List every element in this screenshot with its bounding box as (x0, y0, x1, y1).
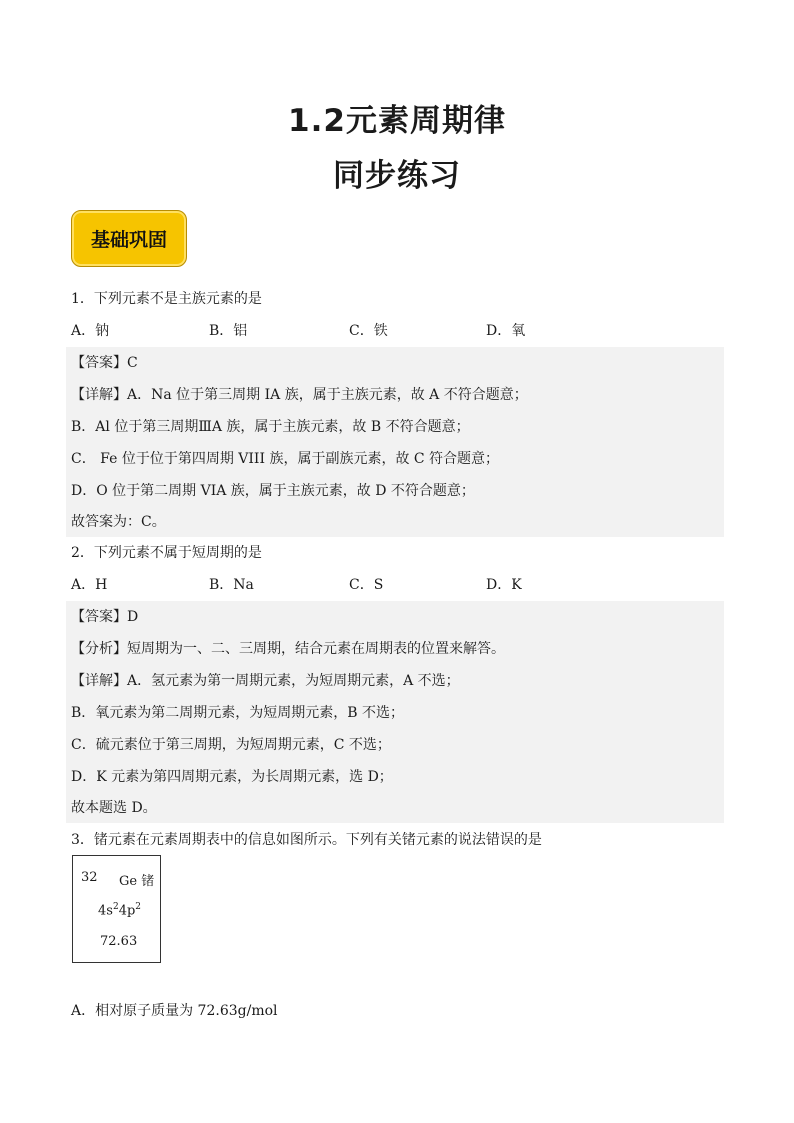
q1-option-c: C．铁 (349, 323, 388, 339)
q2-option-b: B．Na (209, 577, 254, 593)
q1-detail-line: C． Fe 位于位于第四周期 VIII 族，属于副族元素，故 C 符合题意； (71, 451, 500, 467)
q2-option-d: D．K (486, 577, 522, 593)
q2-option-c: C．S (349, 577, 384, 593)
section-badge-label: 基础巩固 (90, 229, 167, 251)
q1-option-a: A．钠 (71, 323, 110, 339)
q2-detail-line: 【详解】A．氢元素为第一周期元素，为短周期元素，A 不选； (71, 673, 460, 689)
q2-detail-line: D．K 元素为第四周期元素，为长周期元素，选 D； (71, 769, 393, 785)
atomic-mass: 72.63 (100, 934, 138, 949)
question-3: 3．锗元素在元素周期表中的信息如图所示。下列有关锗元素的说法错误的是 (71, 832, 542, 848)
atomic-number: 32 (81, 870, 98, 885)
element-info-box (72, 855, 161, 963)
q1-option-d: D．氧 (486, 323, 526, 339)
element-symbol-name: Ge 锗 (119, 874, 155, 889)
q2-detail-line: B．氧元素为第二周期元素，为短周期元素，B 不选； (71, 705, 405, 721)
q2-detail-line: C．硫元素位于第三周期，为短周期元素，C 不选； (71, 737, 391, 753)
q1-conclusion: 故答案为：C。 (71, 514, 166, 530)
q1-detail-line: 【详解】A．Na 位于第三周期 IA 族，属于主族元素，故 A 不符合题意； (71, 387, 528, 403)
page-subtitle: 同步练习 (333, 158, 461, 194)
q2-option-a: A．H (71, 577, 108, 593)
q3-option-a: A．相对原子质量为 72.63g/mol (71, 1003, 278, 1019)
question-2: 2．下列元素不属于短周期的是 (71, 545, 262, 561)
question-1: 1．下列元素不是主族元素的是 (71, 291, 262, 307)
page-title: 1.2元素周期律 (288, 103, 506, 139)
q1-option-b: B．铝 (209, 323, 248, 339)
q1-answer: 【答案】C (71, 355, 138, 371)
q2-analysis: 【分析】短周期为一、二、三周期，结合元素在周期表的位置来解答。 (71, 641, 505, 657)
q2-conclusion: 故本题选 D。 (71, 800, 157, 816)
q1-detail-line: D．O 位于第二周期 VIA 族，属于主族元素，故 D 不符合题意； (71, 483, 475, 499)
section-badge (71, 210, 187, 267)
electron-configuration: $4s^24p^2$ (98, 902, 142, 919)
q1-detail-line: B．Al 位于第三周期ⅢA 族，属于主族元素，故 B 不符合题意； (71, 419, 470, 435)
q2-answer: 【答案】D (71, 609, 139, 625)
